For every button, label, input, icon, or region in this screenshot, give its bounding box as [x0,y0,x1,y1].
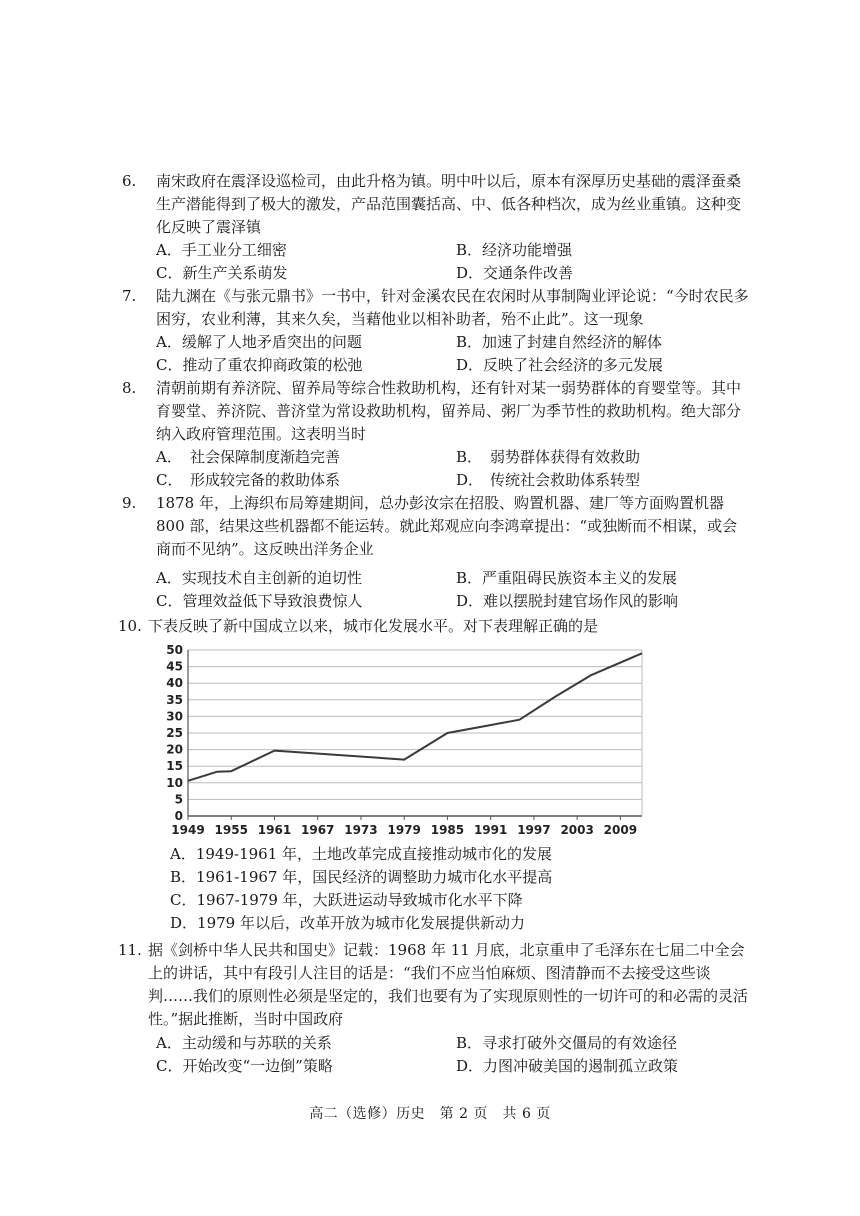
question-stem: 南宋政府在震泽设巡检司，由此升格为镇。明中叶以后，原本有深厚历史基础的震泽蚕桑生产潜能得到了极大的激发，产品范围囊括高、中、低各种档次，成为丝业重镇。这种变化反映了震泽镇 [156,172,742,236]
question-9 [122,492,752,561]
option-d[interactable]: D．难以摆脱封建官场作风的影响 [456,592,679,610]
option-c[interactable]: C．开始改变“一边倒”策略 [156,1057,333,1075]
page-footer: 高二（选修）历史 第 2 页 共 6 页 [309,1106,551,1122]
question-10 [118,615,748,638]
question-8 [122,377,752,446]
question-10-option-a[interactable]: A．1949-1961 年，土地改革完成直接推动城市化的发展 [170,845,553,863]
x-tick-label: 2009 [603,823,638,837]
option-a[interactable]: A．手工业分工细密 [156,241,287,259]
option-b[interactable]: B．严重阻碍民族资本主义的发展 [456,569,678,587]
option-d[interactable]: D．交通条件改善 [456,264,574,282]
x-tick-label: 1955 [214,823,248,837]
option-c[interactable]: C．推动了重农抑商政策的松弛 [156,356,363,374]
y-tick-label: 40 [166,676,183,691]
question-stem: 陆九渊在《与张元鼎书》一书中，针对金溪农民在农闲时从事制陶业评论说：“今时农民多困穷，农业利薄，其来久矣，当藉他业以相补助者，殆不止此”。这一现象 [156,287,749,328]
y-tick-label: 20 [166,742,183,757]
question-10-option-c[interactable]: C．1967-1979 年，大跃进运动导致城市化水平下降 [170,891,523,909]
question-number: 11. [118,941,142,959]
x-tick-label: 1997 [517,823,551,837]
series-line-0 [188,653,642,781]
x-tick-label: 1967 [301,823,335,837]
option-a[interactable]: A． 社会保障制度渐趋完善 [156,448,341,466]
option-c[interactable]: C．新生产关系萌发 [156,264,288,282]
question-number: 8. [122,379,137,397]
option-d[interactable]: D． 传统社会救助体系转型 [456,471,641,489]
x-tick-label: 1961 [257,823,292,837]
y-tick-label: 0 [174,809,183,823]
option-a[interactable]: A．缓解了人地矛盾突出的问题 [156,333,362,351]
question-7 [122,285,752,331]
x-tick-label: 1979 [387,823,421,837]
option-a[interactable]: A．主动缓和与苏联的关系 [156,1034,332,1052]
question-10-option-b[interactable]: B．1961-1967 年，国民经济的调整助力城市化水平提高 [170,868,553,886]
y-tick-label: 25 [166,726,183,740]
question-6 [122,170,752,239]
question-stem: 1878 年，上海织布局筹建期间，总办彭汝宗在招股、购置机器、建厂等方面购置机器 800 部，结果这些机器都不能运转。就此郑观应向李鸿章提出：“或独断而不相谋，或会商而不见纳”。这反映出洋务企业 [156,494,738,558]
question-11 [118,939,748,1031]
y-tick-label: 50 [166,643,183,657]
y-tick-label: 10 [166,775,183,790]
question-number: 6. [122,172,137,190]
option-d[interactable]: D．反映了社会经济的多元发展 [456,356,664,374]
x-tick-label: 1991 [473,823,508,837]
y-tick-label: 35 [166,692,183,707]
y-tick-label: 30 [166,709,183,724]
question-stem: 下表反映了新中国成立以来，城市化发展水平。对下表理解正确的是 [148,617,599,635]
question-stem: 据《剑桥中华人民共和国史》记载：1968 年 11 月底，北京重申了毛泽东在七届二中全会上的讲话，其中有段引人注目的话是：“我们不应当怕麻烦、图清静而不去接受这些谈判……我们的原则性必须是坚定的，我们也要有为了实现原则性的一切许可的和必需的灵活性。”据此推断，当时中国政府 [148,941,749,1028]
y-tick-label: 5 [174,792,183,807]
option-b[interactable]: B．寻求打破外交僵局的有效途径 [456,1034,678,1052]
x-tick-label: 2003 [560,823,594,837]
x-tick-label: 1973 [344,823,378,837]
option-b[interactable]: B． 弱势群体获得有效救助 [456,448,641,466]
question-number: 9. [122,494,137,512]
y-tick-label: 15 [166,759,183,774]
option-d[interactable]: D．力图冲破美国的遏制孤立政策 [456,1057,679,1075]
option-c[interactable]: C． 形成较完备的救助体系 [156,471,341,489]
chart-svg [150,640,660,840]
option-b[interactable]: B．经济功能增强 [456,241,573,259]
option-a[interactable]: A．实现技术自主创新的迫切性 [156,569,362,587]
question-10-option-d[interactable]: D．1979 年以后，改革开放为城市化发展提供新动力 [170,914,525,932]
option-b[interactable]: B．加速了封建自然经济的解体 [456,333,663,351]
y-tick-label: 45 [166,659,183,674]
urbanization-line-chart [150,640,660,840]
x-tick-label: 1949 [171,823,205,837]
question-number: 10. [118,617,142,635]
option-c[interactable]: C．管理效益低下导致浪费惊人 [156,592,363,610]
x-tick-label: 1985 [430,823,465,837]
question-stem: 清朝前期有养济院、留养局等综合性救助机构，还有针对某一弱势群体的育婴堂等。其中育婴堂、养济院、普济堂为常设救助机构，留养局、粥厂为季节性的救助机构。绝大部分纳入政府管理范围。这表明当时 [156,379,742,443]
question-number: 7. [122,287,137,305]
